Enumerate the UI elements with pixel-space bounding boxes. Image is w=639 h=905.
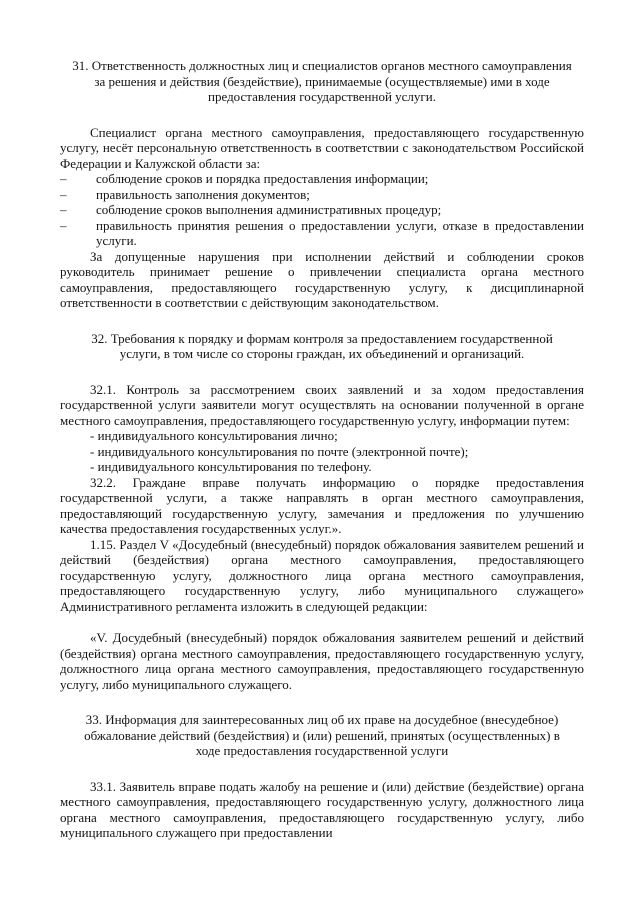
section-33-heading: 33. Информация для заинтересованных лиц об их праве на досудебное (внесудебное) обжалование действий (бездействия) и (или) решений, принятых (осуществленных) в ходе предоставления государственной услуги	[84, 712, 560, 758]
document-page	[60, 58, 584, 841]
list-item	[60, 202, 584, 218]
dash-bullet: –	[60, 186, 67, 202]
list-item: - индивидуального консультирования по почте (электронной почте);	[90, 443, 469, 459]
list-item-text: соблюдение сроков и порядка предоставления информации;	[96, 171, 429, 186]
list-item	[60, 218, 584, 249]
list-item	[60, 171, 584, 187]
list-item	[60, 187, 584, 203]
section-1-15-paragraph: 1.15. Раздел V «Досудебный (внесудебный) порядок обжалования заявителем решений и действий (бездействия) органа местного самоуправления, предоставляющего государственную услугу, должностного лица органа местного самоуправления, предоставляющего государственную услугу, либо муниципального служащего» Административного регламента изложить в следующей редакции:	[60, 536, 584, 614]
list-item-text: правильность заполнения документов;	[96, 186, 310, 202]
list-item: - индивидуального консультирования по телефону.	[90, 459, 372, 474]
section-32-2-paragraph: 32.2. Граждане вправе получать информацию о порядке предоставления государственной услуги, а также направлять в орган местного самоуправления, предоставляющий государственную услугу, замечания и предложения по улучшению качества предоставления государственных услуг.».	[60, 474, 584, 536]
section-33-1-paragraph: 33.1. Заявитель вправе подать жалобу на решение и (или) действие (бездействие) органа местного самоуправления, предоставляющего государственную услугу, должностного лица органа местного самоуправления, предоставляющего государственную услугу, либо муниципального служащего при предоставлении	[60, 778, 584, 840]
section-32-1-paragraph: 32.1. Контроль за рассмотрением своих заявлений и за ходом предоставления государственной услуги заявители могут осуществлять на основании полученной в органе местного самоуправления, предоставляющего государственную услугу, информации путем:	[60, 381, 584, 428]
list-item-text: правильность принятия решения о предоставлении услуги, отказе в предоставлении услуги.	[96, 217, 584, 248]
list-item: - индивидуального консультирования лично;	[90, 428, 338, 443]
list-item-text: соблюдение сроков выполнения административных процедур;	[96, 202, 442, 217]
section-32-heading: 32. Требования к порядку и формам контроля за предоставлением государственной услуги, в том числе со стороны граждан, их объединений и организаций.	[91, 330, 553, 361]
responsibility-list	[60, 171, 584, 249]
section-31-heading: 31. Ответственность должностных лиц и специалистов органов местного самоуправления за решения и действия (бездействие), принимаемые (осуществляемые) ими в ходе предоставления государственной услуги.	[72, 58, 572, 104]
dash-bullet: –	[60, 217, 67, 233]
section-5-quote: «V. Досудебный (внесудебный) порядок обжалования заявителем решений и действий (бездействия) органа местного самоуправления, предоставляющего государственную услугу, должностного лица органа местного самоуправления, предоставляющего государственную услугу, либо муниципального служащего.	[60, 630, 584, 692]
consultation-list	[60, 428, 584, 475]
section-31-closing: За допущенные нарушения при исполнении действий и соблюдении сроков руководитель принимает решение о привлечении специалиста органа местного самоуправления, предоставляющего государственную услугу, к дисциплинарной ответственности в соответствии с действующим законодательством.	[60, 248, 584, 310]
dash-bullet: –	[60, 202, 67, 217]
dash-bullet: –	[60, 171, 67, 186]
section-31-intro: Специалист органа местного самоуправления, предоставляющего государственную услугу, несёт персональную ответственность в соответствии с законодательством Российской Федерации и Калужской области за:	[60, 124, 584, 171]
